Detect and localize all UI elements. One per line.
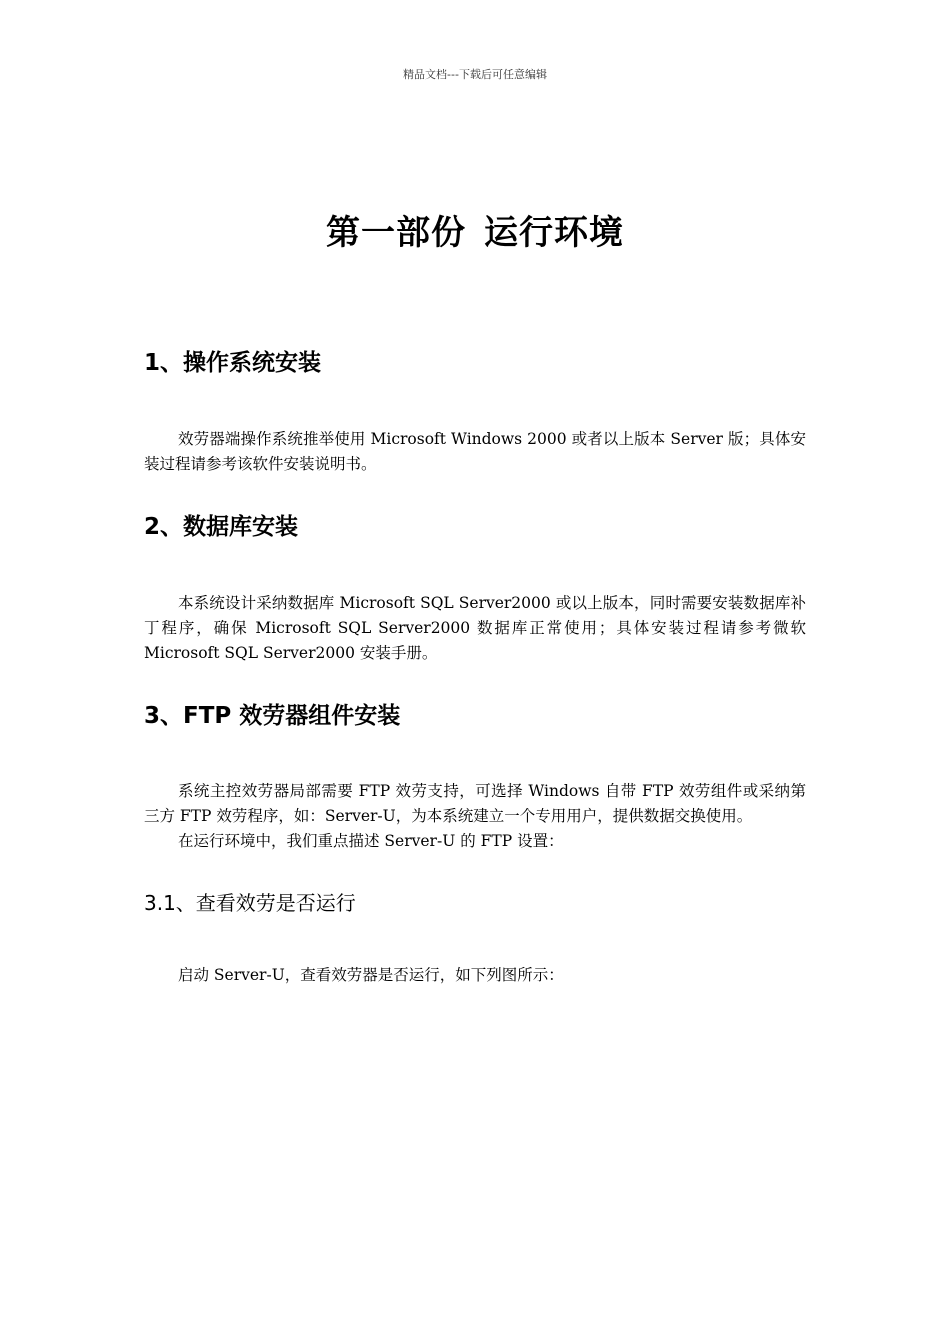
page-title-name: 运行环境 <box>484 213 624 253</box>
page-title-part: 第一部份 <box>326 213 466 253</box>
section-3-heading: 3、FTP 效劳器组件安装 <box>144 703 401 729</box>
section-2-body <box>144 591 806 666</box>
section-1-body <box>144 427 806 477</box>
subsection-3-1-body <box>144 963 806 988</box>
page-title <box>0 205 950 254</box>
paragraph: 在运行环境中，我们重点描述 Server-U 的 FTP 设置： <box>178 832 564 850</box>
page-header: 精品文档---下载后可任意编辑 <box>403 68 547 81</box>
paragraph: 启动 Server-U，查看效劳器是否运行，如下列图所示： <box>178 966 564 984</box>
paragraph: 效劳器端操作系统推举使用 Microsoft Windows 2000 或者以上版本 Server 版；具体安装过程请参考该软件安装说明书。 <box>144 430 806 473</box>
section-2-heading: 2、数据库安装 <box>144 514 299 540</box>
subsection-3-1-heading: 3.1、查看效劳是否运行 <box>144 891 356 915</box>
paragraph: 系统主控效劳器局部需要 FTP 效劳支持，可选择 Windows 自带 FTP 效劳组件或采纳第三方 FTP 效劳程序，如：Server-U，为本系统建立一个专用用户，提供数据交换使用。 <box>144 782 806 825</box>
section-1-heading: 1、操作系统安装 <box>144 350 322 376</box>
section-3-body <box>144 779 806 854</box>
paragraph: 本系统设计采纳数据库 Microsoft SQL Server2000 或以上版本，同时需要安装数据库补丁程序，确保 Microsoft SQL Server2000 数据库正常使用；具体安装过程请参考微软 Microsoft SQL Server2000 安装手册。 <box>144 594 806 662</box>
